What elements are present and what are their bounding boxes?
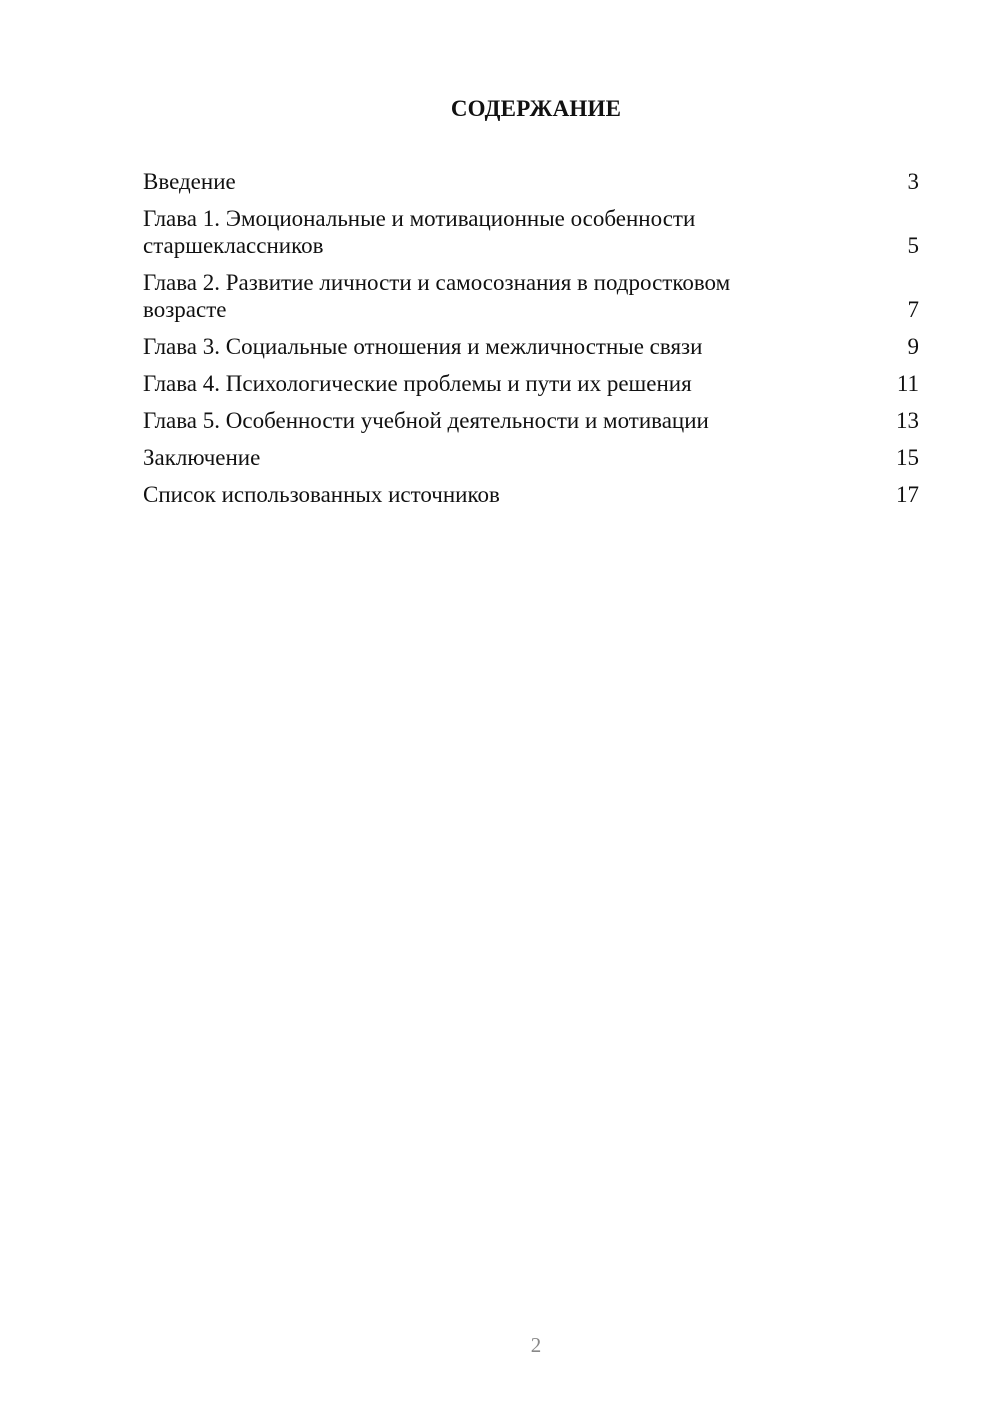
toc-entry-page: 7 xyxy=(907,297,919,322)
toc-entry[interactable] xyxy=(143,333,919,360)
toc-entry[interactable] xyxy=(143,269,919,323)
toc-entry-label: Глава 1. Эмоциональные и мотивационные особенности старшеклассников xyxy=(143,206,696,258)
toc-entry-page: 11 xyxy=(896,371,919,396)
toc-entry-label: Глава 5. Особенности учебной деятельности и мотивации xyxy=(143,408,709,433)
toc-entry[interactable] xyxy=(143,370,919,397)
toc-entry-page: 13 xyxy=(896,408,919,433)
toc-entry-label: Список использованных источников xyxy=(143,482,500,507)
page-title: СОДЕРЖАНИЕ xyxy=(450,96,622,121)
toc-entry[interactable] xyxy=(143,444,919,471)
toc-entry-label: Заключение xyxy=(143,445,261,470)
toc-entry[interactable] xyxy=(143,168,919,195)
toc-entry[interactable] xyxy=(143,481,919,508)
toc-entry[interactable] xyxy=(143,407,919,434)
toc-entry-page: 9 xyxy=(907,334,919,359)
toc-entry-page: 5 xyxy=(907,233,919,258)
toc-entry-label: Глава 4. Психологические проблемы и пути их решения xyxy=(143,371,692,396)
toc-entry-page: 3 xyxy=(907,169,919,194)
toc-entry-label: Глава 3. Социальные отношения и межличностные связи xyxy=(143,334,703,359)
table-of-contents xyxy=(143,168,919,518)
toc-entry-label: Глава 2. Развитие личности и самосознания в подростковом возрасте xyxy=(143,270,731,322)
toc-entry-label: Введение xyxy=(143,169,236,194)
toc-entry-page: 15 xyxy=(896,445,919,470)
toc-entry[interactable] xyxy=(143,205,919,259)
page-number: 2 xyxy=(530,1333,542,1357)
toc-entry-page: 17 xyxy=(896,482,919,507)
